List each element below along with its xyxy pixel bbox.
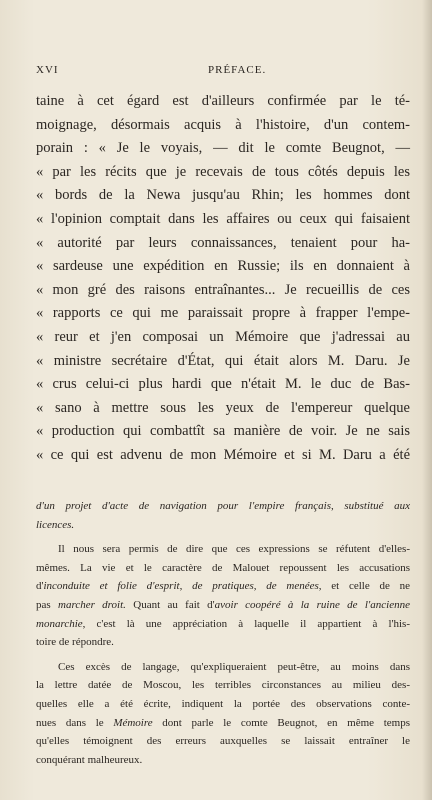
text-line: « ce qui est advenu de mon Mémoire et si M. Daru a été <box>36 446 410 463</box>
footnote-line: Il nous sera permis de dire que ces expressions se réfutent d'elles- <box>58 543 410 556</box>
footnote-text: et celle de ne <box>321 580 410 593</box>
footnote-line <box>36 497 410 516</box>
page-edge-shadow <box>422 0 432 800</box>
footnote-line: Ces excès de langage, qu'expliqueraient peut-être, au moins dans <box>58 660 410 673</box>
text-line: « sardeuse une expédition en Russie; ils en donnaient à <box>36 258 410 275</box>
footnote-line <box>36 596 410 615</box>
footnote-text: , c'est là une appréciation à laquelle il appartient à l'his- <box>82 617 410 630</box>
footnote-italic-text: licences. <box>36 518 75 531</box>
footnote-line: toire de répondre. <box>36 636 114 649</box>
page-number: XVI <box>36 64 59 76</box>
footnote-line <box>36 577 410 596</box>
footnote-line: qu'elles témoignent des erreurs auxquelles se laissait entraîner le <box>36 735 410 748</box>
text-line: « reur et j'en composai un Mémoire que j'adressai au <box>36 328 410 345</box>
text-line: « mon gré des raisons entraînantes... Je recueillis de ces <box>36 281 410 298</box>
footnote-italic-text: inconduite et folie d'esprit, de pratiques, de menées, <box>43 580 322 593</box>
footnote-line <box>36 714 410 733</box>
text-line: taine à cet égard est d'ailleurs confirmée par le té- <box>36 93 410 109</box>
text-line: « par les récits que je recevais de tous côtés depuis les <box>36 163 410 180</box>
footnote-italic-text: marcher droit. <box>58 598 126 611</box>
text-line: « rapports ce qui me paraissait propre à frapper l'empe- <box>36 305 410 322</box>
footnote-line: conquérant malheureux. <box>36 753 143 766</box>
footnote-text: d' <box>36 580 44 593</box>
footnote-italic-text: Mémoire <box>113 716 153 729</box>
text-line: moignage, désormais acquis à l'histoire, d'un contem- <box>36 116 410 133</box>
footnote-italic-text: d'un projet d'acte de navigation pour l'empire français, substitué aux <box>36 500 410 512</box>
text-line: porain : « Je le voyais, — dit le comte Beugnot, — <box>36 140 410 157</box>
running-title: PRÉFACE. <box>208 64 267 76</box>
footnote-line: quelles elle a été écrite, indiquent la portée des observations conte- <box>36 697 410 710</box>
footnote-line: la lettre datée de Moscou, les terribles circonstances au milieu des- <box>36 679 410 692</box>
text-line: « crus celui-ci plus hardi que n'était M. le duc de Bas- <box>36 376 410 393</box>
footnote-line: mêmes. La vie et le caractère de Malouet repoussent les accusations <box>36 561 410 574</box>
text-line: « production qui combattît sa manière de voir. Je ne sais <box>36 423 410 440</box>
text-line: « ministre secrétaire d'État, qui était alors M. Daru. Je <box>36 352 410 369</box>
text-line: « autorité par leurs connaissances, tenaient pour ha- <box>36 234 410 251</box>
footnote-line <box>36 516 410 535</box>
footnote-text: pas <box>36 598 58 611</box>
main-text-block <box>36 90 410 468</box>
footnote-text: Quant au fait d' <box>125 598 215 611</box>
footnote-italic-text: avoir coopéré à la ruine de l'ancienne <box>214 598 410 611</box>
footnote-text: dont parle le comte Beugnot, en même temps <box>152 716 410 729</box>
footnote-line <box>36 615 410 634</box>
text-line: « l'opinion comptait dans les affaires ou ceux qui faisaient <box>36 210 410 227</box>
footnotes-block <box>36 497 410 769</box>
footnote-text: nues dans le <box>36 716 114 729</box>
running-header <box>36 64 408 80</box>
text-line: « sano à mettre sous les yeux de l'empereur quelque <box>36 399 410 416</box>
footnote-italic-text: monarchie <box>36 617 83 630</box>
text-line: « bords de la Newa jusqu'au Rhin; les hommes dont <box>36 187 410 204</box>
